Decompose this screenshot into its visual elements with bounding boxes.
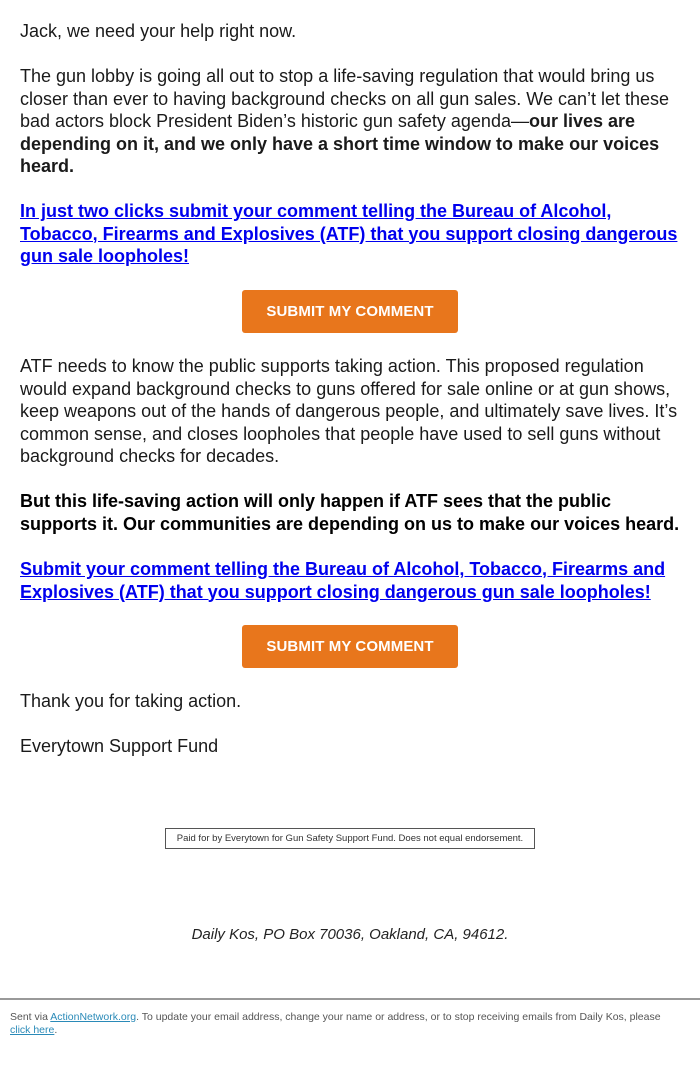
intro-bold-text: our lives are depending on it, and we only have a short time window to make our voices heard. (20, 111, 660, 176)
submit-comment-link-2[interactable]: Submit your comment telling the Bureau of Alcohol, Tobacco, Firearms and Explosives (ATF) that you support closing dangerous gun sale loopholes! (20, 559, 666, 602)
footer-middle: . To update your email address, change your name or address, or to stop receiving emails from Daily Kos, please (136, 1011, 661, 1023)
comment-link-paragraph-1 (20, 200, 682, 268)
footer-suffix: . (54, 1024, 58, 1036)
paid-for-disclaimer: Paid for by Everytown for Gun Safety Support Fund. Does not equal endorsement. (165, 828, 535, 849)
unsubscribe-link[interactable]: click here (10, 1024, 55, 1036)
actionnetwork-link[interactable]: ActionNetwork.org (50, 1011, 137, 1023)
postal-address: Daily Kos, PO Box 70036, Oakland, CA, 94612. (191, 926, 509, 943)
signature: Everytown Support Fund (20, 736, 219, 756)
atf-paragraph: ATF needs to know the public supports taking action. This proposed regulation would expand background checks to guns offered for sale online or at gun shows, keep weapons out of the hands of dangerous people, and ultimately save lives. It’s common sense, and closes loopholes that people have used to sell guns without background checks for decades. (20, 356, 678, 466)
intro-text: The gun lobby is going all out to stop a life-saving regulation that would bring us closer than ever to having background checks on all gun sales. We can’t let these bad actors block President Biden’s historic gun safety agenda— (20, 66, 670, 131)
footer-divider (0, 998, 700, 1000)
bold-paragraph: But this life-saving action will only happen if ATF sees that the public supports it. Our communities are depending on us to make our voices heard. (20, 491, 680, 534)
intro-paragraph (20, 65, 682, 178)
thanks-text: Thank you for taking action. (20, 691, 242, 711)
greeting: Jack, we need your help right now. (20, 21, 297, 41)
submit-comment-button-2[interactable]: SUBMIT MY COMMENT (242, 625, 458, 668)
footer-text (10, 1011, 680, 1037)
submit-comment-link-1[interactable]: In just two clicks submit your comment telling the Bureau of Alcohol, Tobacco, Firearms and Explosives (ATF) that you support closing dangerous gun sale loopholes! (20, 201, 678, 266)
footer-prefix: Sent via (10, 1011, 51, 1023)
comment-link-paragraph-2 (20, 558, 682, 603)
submit-comment-button-1[interactable]: SUBMIT MY COMMENT (242, 290, 458, 333)
